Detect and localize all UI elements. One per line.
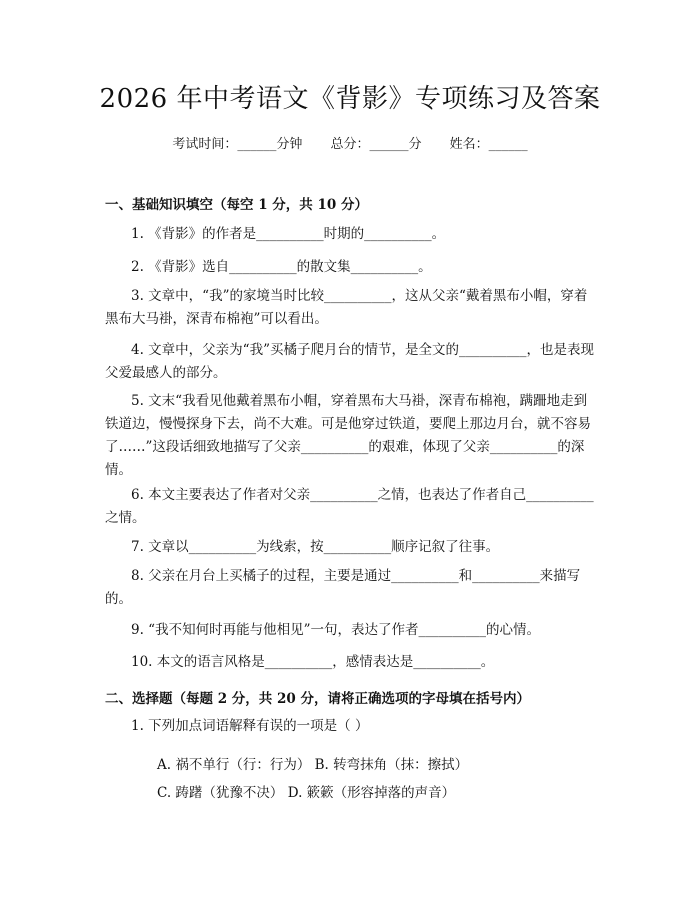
choice-options-cd: C. 踌躇（犹豫不决） D. 簌簌（形容掉落的声音） [157,785,456,801]
question-6: 6. 本文主要表达了作者对父亲__________之情，也表达了作者自己__________之情。 [105,487,594,526]
choice-options-ab: A. 祸不单行（行：行为） B. 转弯抹角（抹：擦拭） [157,757,469,773]
section-heading-fill-in: 一、基础知识填空（每空 1 分，共 10 分） [105,197,368,213]
choice-question-1: 1. 下列加点词语解释有误的一项是（ ） [131,718,369,734]
section-heading-choice: 二、选择题（每题 2 分，共 20 分，请将正确选项的字母填在括号内） [105,691,530,707]
page-title: 2026 年中考语文《背影》专项练习及答案 [99,84,601,114]
question-4: 4. 文章中，父亲为“我”买橘子爬月台的情节，是全文的__________，也是表现父爱最感人的部分。 [105,342,594,381]
question-1: 1. 《背影》的作者是__________时期的__________。 [131,226,446,242]
question-9: 9. “我不知何时再能与他相见”一句，表达了作者__________的心情。 [131,622,540,638]
question-10: 10. 本文的语言风格是__________，感情表达是__________。 [131,654,495,670]
question-8: 8. 父亲在月台上买橘子的过程，主要是通过__________和__________来描写的。 [105,568,581,607]
question-2: 2. 《背影》选自__________的散文集__________。 [131,259,432,275]
exam-meta [0,133,700,152]
exam-time: 考试时间：______分钟 [172,137,303,152]
student-name: 姓名：______ [449,137,528,152]
exam-score: 总分：______分 [330,137,422,152]
question-5: 5. 文末“我看见他戴着黑布小帽，穿着黑布大马褂，深青布棉袍，蹒跚地走到铁道边，慢慢探身下去，尚不大难。可是他穿过铁道，要爬上那边月台，就不容易了……”这段话细致地描写了父亲__________的艰难，体现了父亲__________的深情。 [105,393,591,478]
question-3: 3. 文章中，“我”的家境当时比较__________，这从父亲“戴着黑布小帽，穿着黑布大马褂，深青布棉袍”可以看出。 [105,288,588,327]
question-7: 7. 文章以__________为线索，按__________顺序记叙了往事。 [131,539,500,555]
